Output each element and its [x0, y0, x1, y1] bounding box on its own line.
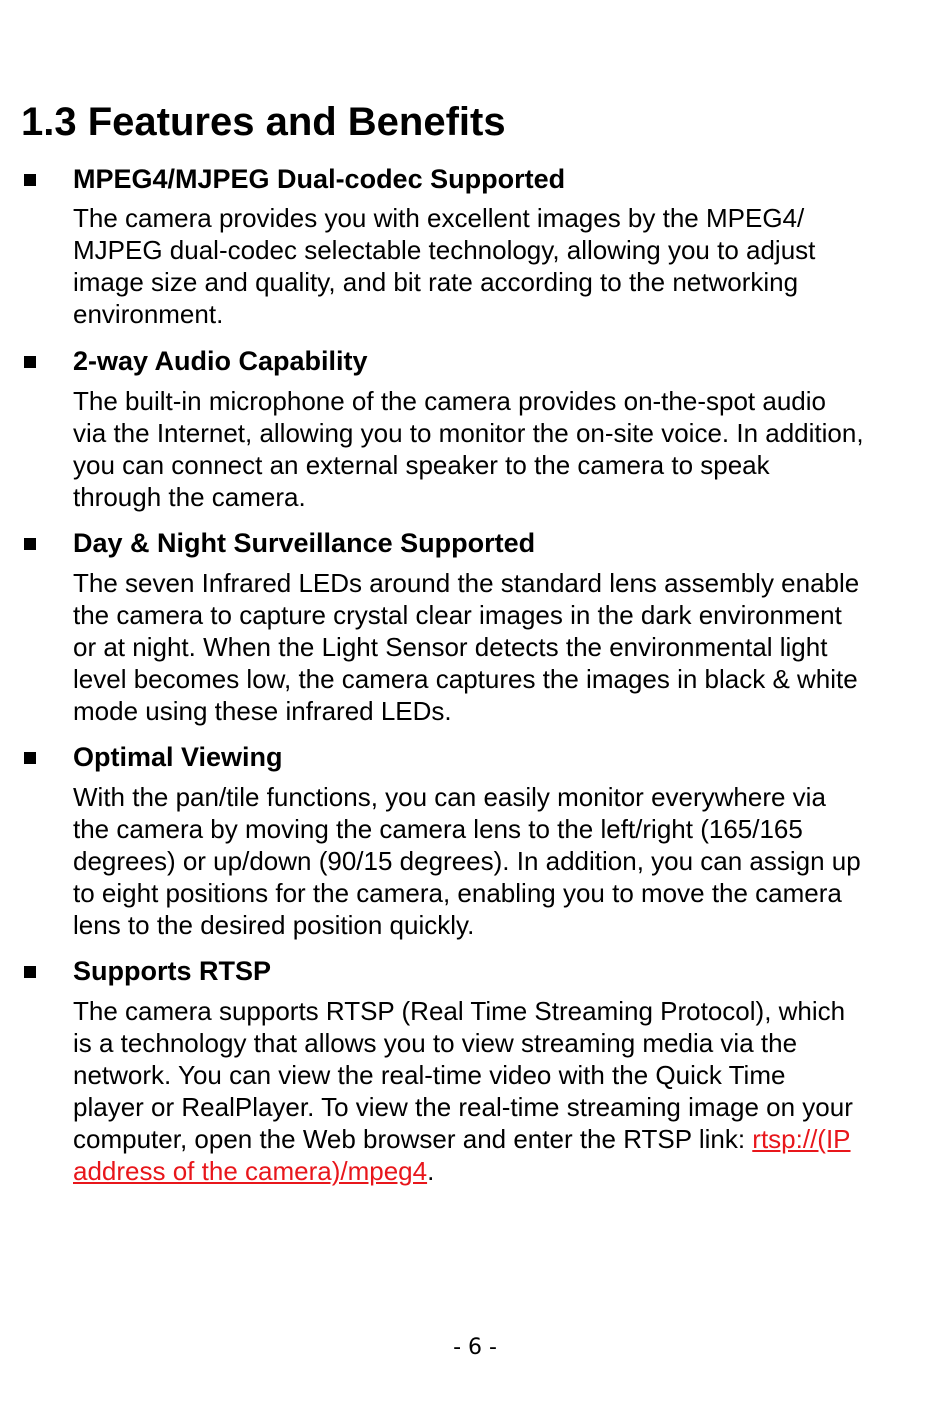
section-title: 1.3 Features and Benefits: [21, 100, 506, 144]
body-line: The camera supports RTSP (Real Time Streaming Protocol), which: [73, 996, 846, 1026]
bullet-square-icon: [24, 356, 36, 368]
body-line: degrees) or up/down (90/15 degrees). In addition, you can assign up: [73, 846, 861, 876]
body-line: network. You can view the real-time video with the Quick Time: [73, 1060, 786, 1090]
body-line-with-link: [73, 1123, 945, 1155]
feature-body-audio: [73, 385, 945, 513]
body-line: the camera to capture crystal clear images in the dark environment: [73, 600, 842, 630]
body-line: With the pan/tile functions, you can easily monitor everywhere via: [73, 782, 826, 812]
bullet-square-icon: [24, 752, 36, 764]
body-line: player or RealPlayer. To view the real-time streaming image on your: [73, 1092, 853, 1122]
rtsp-link-continued[interactable]: address of the camera)/mpeg4: [73, 1156, 428, 1186]
body-line: The camera provides you with excellent images by the MPEG4/: [73, 203, 805, 233]
body-text: computer, open the Web browser and enter the RTSP link:: [73, 1124, 753, 1154]
bullet-square-icon: [24, 538, 36, 550]
bullet-square-icon: [24, 174, 36, 186]
trailing-period: .: [427, 1156, 435, 1186]
bullet-square-icon: [24, 966, 36, 978]
body-line: to eight positions for the camera, enabling you to move the camera: [73, 878, 842, 908]
body-line: MJPEG dual-codec selectable technology, allowing you to adjust: [73, 235, 816, 265]
body-line: The built-in microphone of the camera provides on-the-spot audio: [73, 386, 826, 416]
body-line-with-link: [73, 1155, 945, 1187]
feature-body-rtsp: [73, 995, 945, 1187]
feature-body-dual-codec: [73, 202, 945, 330]
body-line: via the Internet, allowing you to monitor the on-site voice. In addition,: [73, 418, 864, 448]
body-line: the camera by moving the camera lens to the left/right (165/165: [73, 814, 803, 844]
feature-heading-dual-codec: MPEG4/MJPEG Dual-codec Supported: [73, 164, 566, 194]
body-line: you can connect an external speaker to the camera to speak: [73, 450, 770, 480]
body-line: lens to the desired position quickly.: [73, 910, 475, 940]
rtsp-link[interactable]: rtsp://(IP: [752, 1124, 851, 1154]
body-line: or at night. When the Light Sensor detects the environmental light: [73, 632, 828, 662]
body-line: is a technology that allows you to view streaming media via the: [73, 1028, 798, 1058]
body-line: environment.: [73, 299, 224, 329]
body-line: The seven Infrared LEDs around the standard lens assembly enable: [73, 568, 860, 598]
feature-heading-rtsp: Supports RTSP: [73, 956, 272, 986]
feature-heading-audio: 2-way Audio Capability: [73, 346, 368, 376]
body-line: level becomes low, the camera captures the images in black & white: [73, 664, 858, 694]
body-line: mode using these infrared LEDs.: [73, 696, 452, 726]
feature-body-optimal-viewing: [73, 781, 945, 941]
feature-heading-optimal-viewing: Optimal Viewing: [73, 742, 283, 772]
page-number: - 6 -: [453, 1335, 497, 1360]
feature-heading-day-night: Day & Night Surveillance Supported: [73, 528, 536, 558]
body-line: through the camera.: [73, 482, 306, 512]
body-line: image size and quality, and bit rate according to the networking: [73, 267, 799, 297]
feature-body-day-night: [73, 567, 945, 727]
